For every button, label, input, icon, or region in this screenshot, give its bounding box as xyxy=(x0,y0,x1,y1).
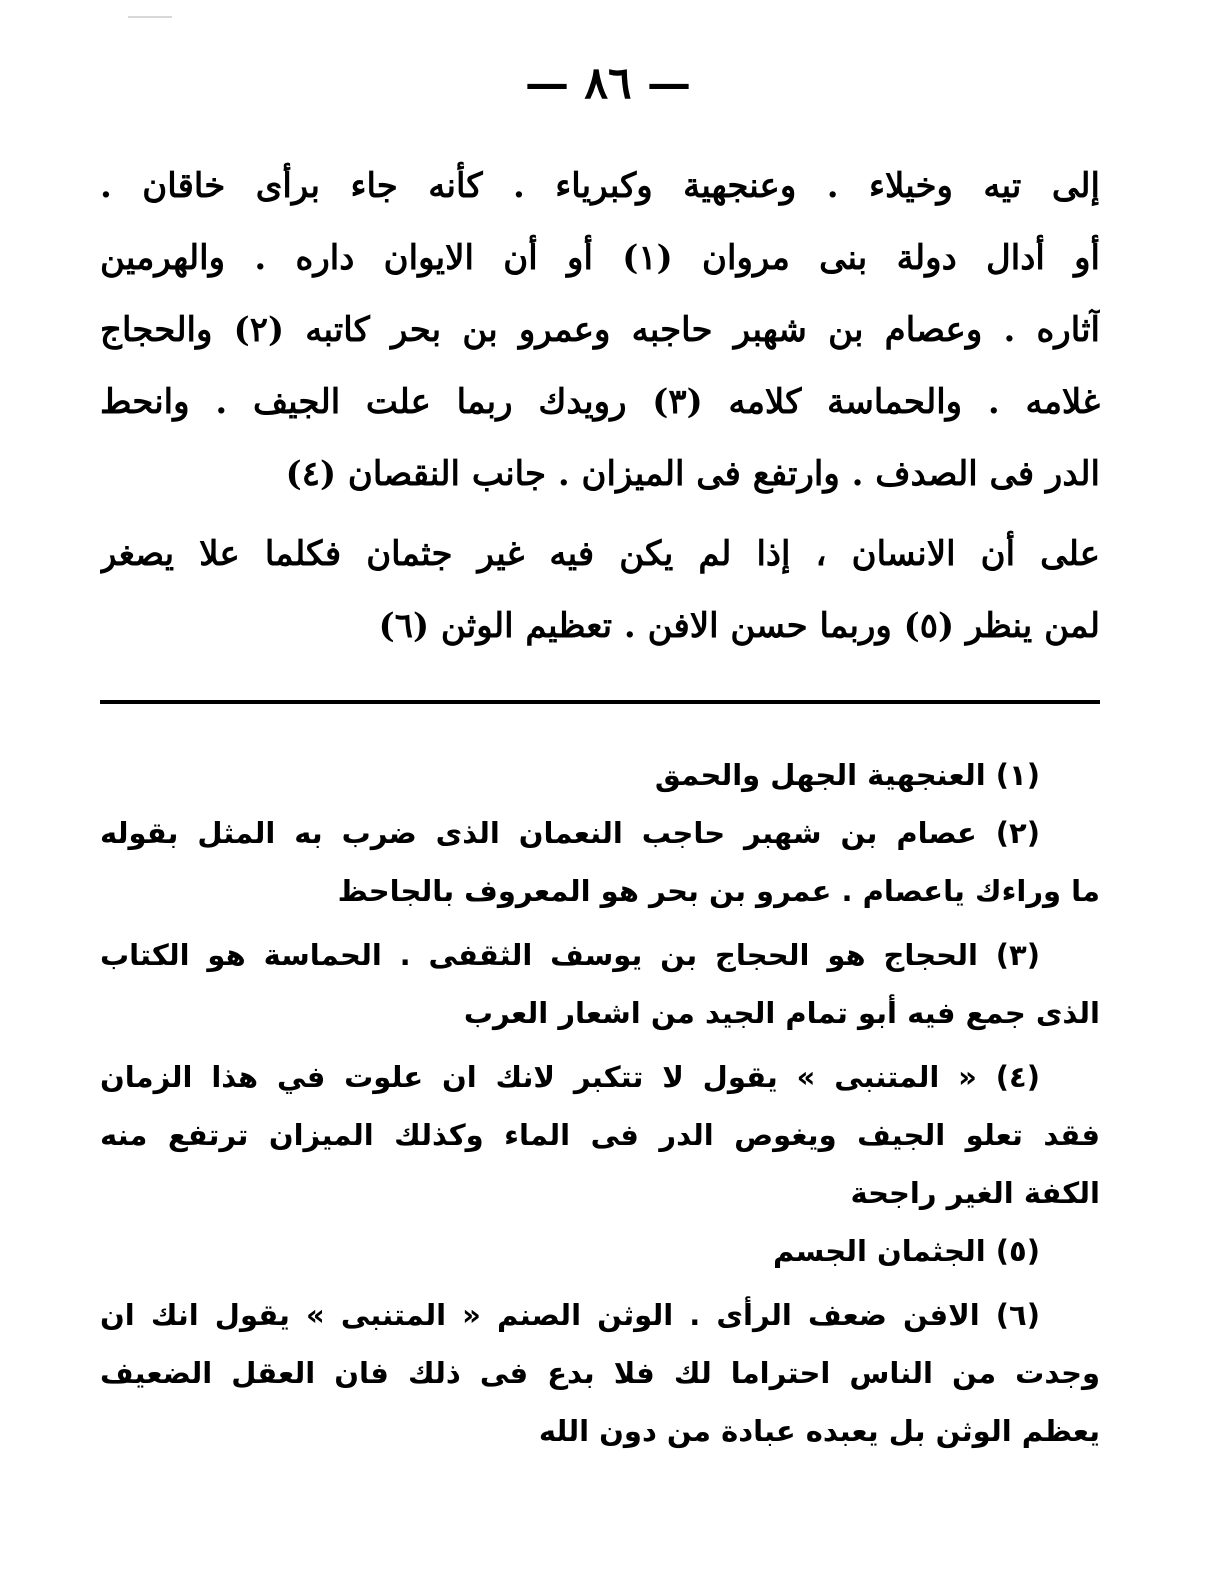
text-line: الدر فى الصدف . وارتفع فى الميزان . جانب النقصان (٤) xyxy=(285,454,1100,494)
footnote-line: (٥) الجثمان الجسم xyxy=(772,1234,1040,1268)
footnote-4 xyxy=(100,1048,1100,1222)
footnote-line: يعظم الوثن بل يعبده عبادة من دون الله xyxy=(538,1414,1100,1448)
footnote-line: فقد تعلو الجيف ويغوص الدر فى الماء وكذلك الميزان ترتفع منه xyxy=(100,1118,1100,1152)
text-line: غلامه . والحماسة كلامه (٣) رويدك ربما علت الجيف . وانحط xyxy=(100,382,1100,422)
text-line: على أن الانسان ، إذا لم يكن فيه غير جثمان فكلما علا يصغر xyxy=(100,534,1100,574)
footnote-3 xyxy=(100,926,1100,1042)
page-number: — ٨٦ — xyxy=(525,58,691,109)
footnote-line: (٤) « المتنبى » يقول لا تتكبر لانك ان علوت في هذا الزمان xyxy=(100,1060,1040,1094)
footnote-line: الذى جمع فيه أبو تمام الجيد من اشعار العرب xyxy=(463,996,1100,1030)
footnote-line: (٦) الافن ضعف الرأى . الوثن الصنم « المتنبى » يقول انك ان xyxy=(100,1298,1040,1332)
footnote-line: (٣) الحجاج هو الحجاج بن يوسف الثقفى . الحماسة هو الكتاب xyxy=(100,938,1040,972)
footnote-1 xyxy=(100,746,1100,804)
scan-artifact xyxy=(128,16,172,18)
footnote-divider xyxy=(100,700,1100,704)
text-line: آثاره . وعصام بن شهبر حاجبه وعمرو بن بحر كاتبه (٢) والحجاج xyxy=(100,310,1100,350)
footnotes xyxy=(100,746,1100,1460)
footnote-line: (٢) عصام بن شهبر حاجب النعمان الذى ضرب به المثل بقوله xyxy=(100,816,1040,850)
footnote-line: الكفة الغير راجحة xyxy=(850,1176,1100,1210)
footnote-line: وجدت من الناس احتراما لك فلا بدع فى ذلك فان العقل الضعيف xyxy=(100,1356,1100,1390)
footnote-6 xyxy=(100,1286,1100,1460)
footnote-line: (١) العنجهية الجهل والحمق xyxy=(654,758,1040,792)
text-line: أو أدال دولة بنى مروان (١) أو أن الايوان داره . والهرمين xyxy=(100,238,1100,278)
text-line: إلى تيه وخيلاء . وعنجهية وكبرياء . كأنه جاء برأى خاقان . xyxy=(100,166,1100,206)
paragraph-gap xyxy=(100,510,1100,518)
text-line: لمن ينظر (٥) وربما حسن الافن . تعظيم الوثن (٦) xyxy=(378,606,1100,646)
footnote-line: ما وراءك ياعصام . عمرو بن بحر هو المعروف بالجاحظ xyxy=(337,874,1100,908)
footnote-5 xyxy=(100,1222,1100,1280)
footnote-2 xyxy=(100,804,1100,920)
main-text xyxy=(100,150,1100,662)
